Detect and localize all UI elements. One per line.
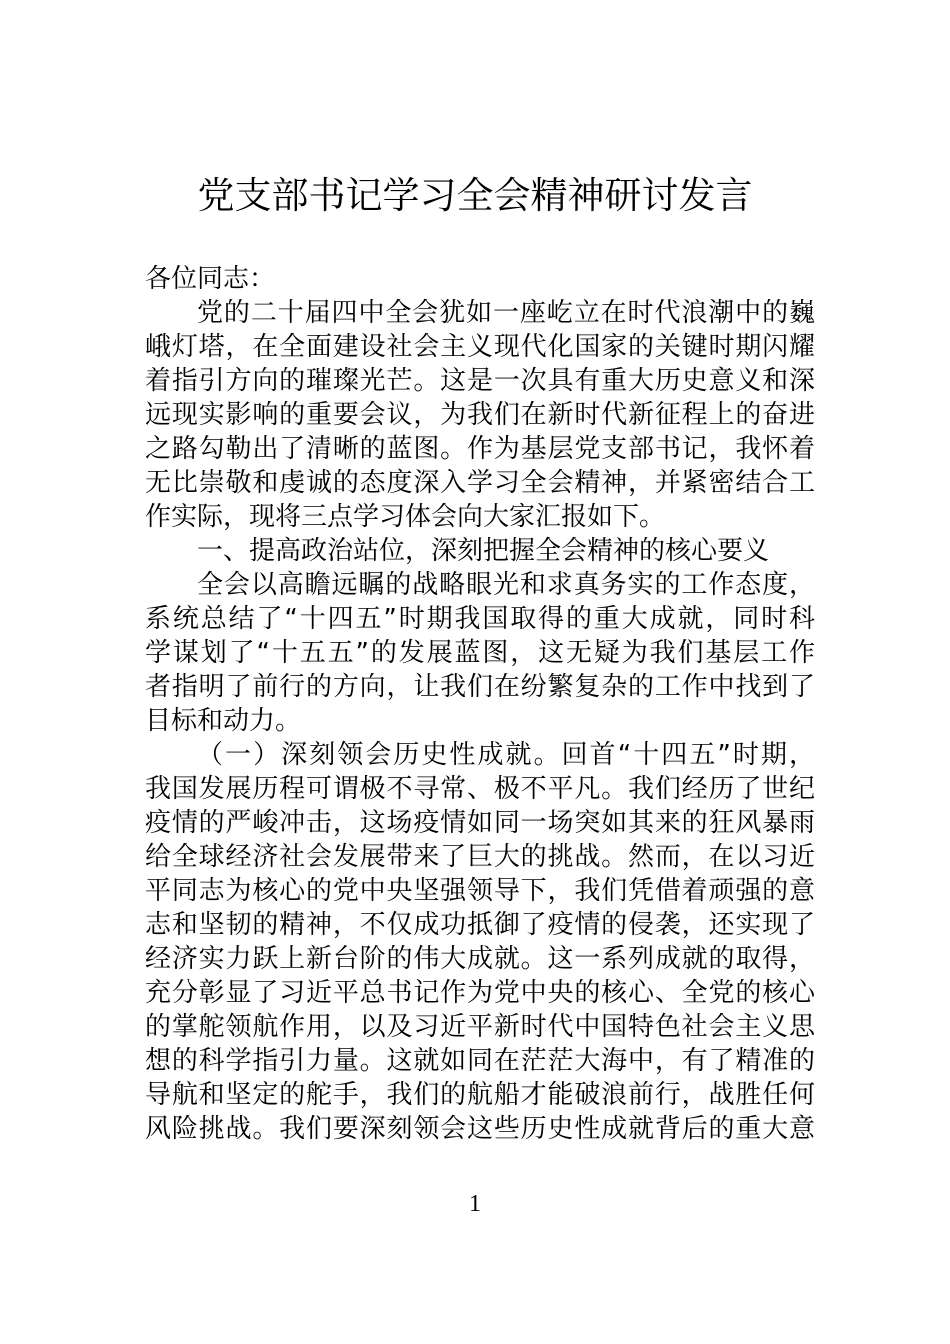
paragraph-line: 导航和坚定的舵手，我们的航船才能破浪前行，战胜任何 [145, 1080, 815, 1110]
document-title: 党支部书记学习全会精神研讨发言 [197, 174, 753, 217]
salutation-line: 各位同志： [145, 264, 276, 294]
paragraph-line: 疫情的严峻冲击，这场疫情如同一场突如其来的狂风暴雨 [145, 808, 815, 838]
paragraph-line: （一）深刻领会历史性成就。回首“十四五”时期， [197, 740, 815, 770]
paragraph-line: 无比崇敬和虔诚的态度深入学习全会精神，并紧密结合工 [145, 468, 815, 498]
paragraph-line: 者指明了前行的方向，让我们在纷繁复杂的工作中找到了 [145, 672, 815, 702]
paragraph-line: 想的科学指引力量。这就如同在茫茫大海中，有了精准的 [145, 1046, 815, 1076]
page-number: 1 [469, 1191, 481, 1217]
paragraph-line: 平同志为核心的党中央坚强领导下，我们凭借着顽强的意 [145, 876, 815, 906]
paragraph-line: 充分彰显了习近平总书记作为党中央的核心、全党的核心 [145, 978, 815, 1008]
paragraph-line: 着指引方向的璀璨光芒。这是一次具有重大历史意义和深 [145, 366, 815, 396]
paragraph-line: 学谋划了“十五五”的发展蓝图，这无疑为我们基层工作 [145, 638, 815, 668]
paragraph-line: 经济实力跃上新台阶的伟大成就。这一系列成就的取得， [145, 944, 815, 974]
paragraph-line: 系统总结了“十四五”时期我国取得的重大成就，同时科 [145, 604, 815, 634]
paragraph-line: 党的二十届四中全会犹如一座屹立在时代浪潮中的巍 [197, 298, 815, 328]
paragraph-line: 作实际，现将三点学习体会向大家汇报如下。 [145, 502, 666, 532]
section-heading: 一、提高政治站位，深刻把握全会精神的核心要义 [197, 536, 770, 566]
paragraph-line: 我国发展历程可谓极不寻常、极不平凡。我们经历了世纪 [145, 774, 815, 804]
paragraph-line: 风险挑战。我们要深刻领会这些历史性成就背后的重大意 [145, 1114, 815, 1144]
paragraph-line: 之路勾勒出了清晰的蓝图。作为基层党支部书记，我怀着 [145, 434, 815, 464]
paragraph-line: 志和坚韧的精神，不仅成功抵御了疫情的侵袭，还实现了 [145, 910, 815, 940]
paragraph-line: 峨灯塔，在全面建设社会主义现代化国家的关键时期闪耀 [145, 332, 815, 362]
document-body [145, 262, 815, 1146]
paragraph-line: 的掌舵领航作用，以及习近平新时代中国特色社会主义思 [145, 1012, 815, 1042]
paragraph-line: 远现实影响的重要会议，为我们在新时代新征程上的奋进 [145, 400, 815, 430]
paragraph-line: 给全球经济社会发展带来了巨大的挑战。然而，在以习近 [145, 842, 815, 872]
paragraph-line: 目标和动力。 [145, 706, 302, 736]
paragraph-line: 全会以高瞻远瞩的战略眼光和求真务实的工作态度， [197, 570, 815, 600]
